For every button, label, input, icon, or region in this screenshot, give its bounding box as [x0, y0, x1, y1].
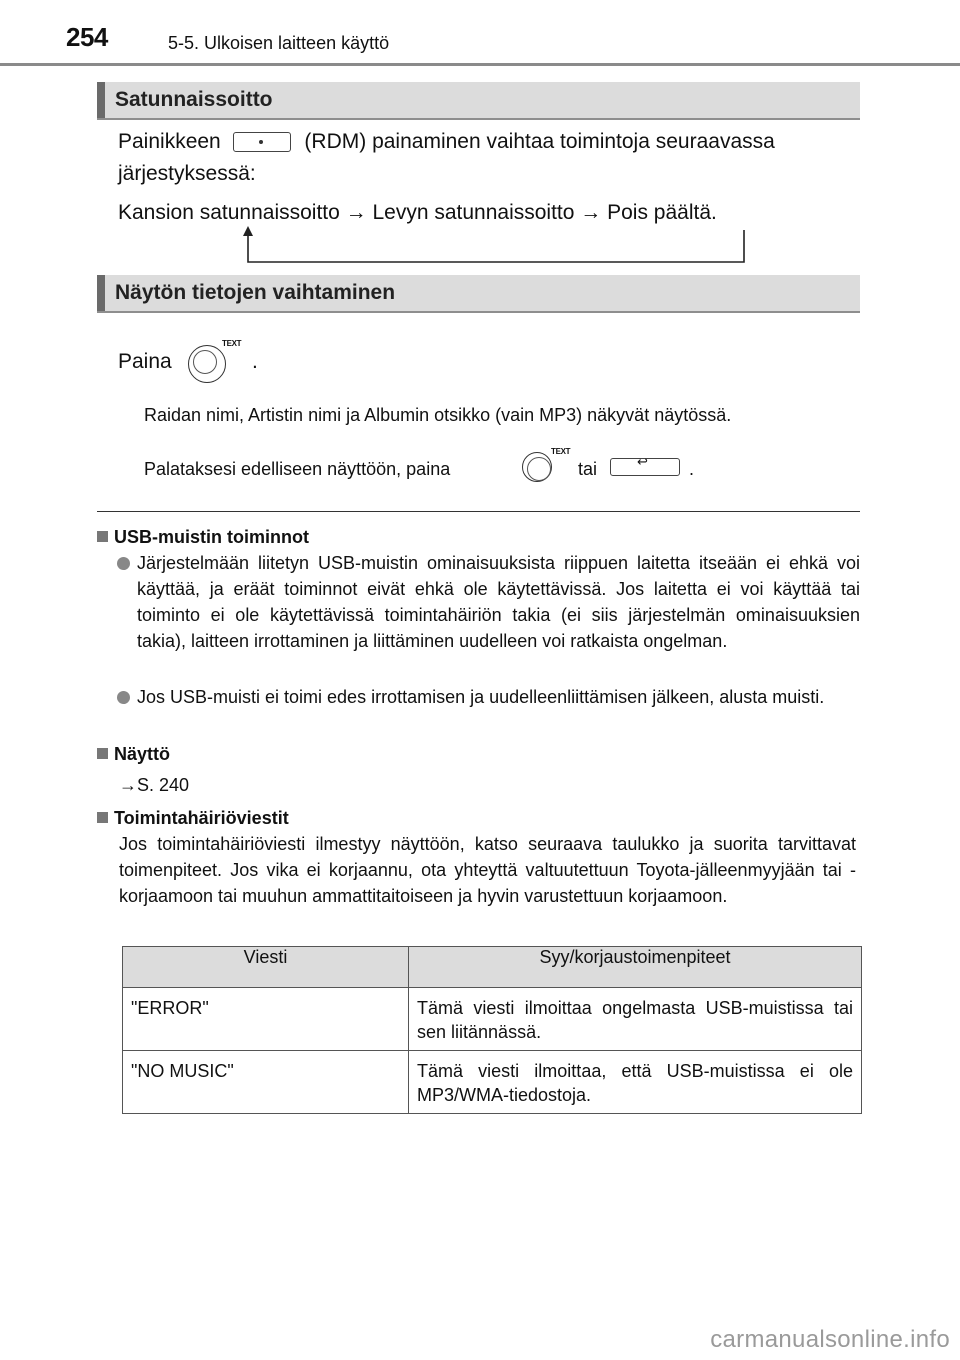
square-bullet-icon: [97, 748, 108, 759]
random-sequence: Kansion satunnaissoitto → Levyn satunnaissoitto → Pois päältä.: [118, 201, 717, 224]
page-number: 254: [66, 22, 108, 52]
square-bullet-icon: [97, 812, 108, 823]
table-header-row: [123, 947, 862, 988]
round-bullet-icon: [117, 691, 130, 704]
text-knob-icon: TEXT: [522, 450, 574, 486]
table-cell: Tämä viesti ilmoittaa ongelmasta USB-muistissa tai sen liitännässä.: [409, 988, 862, 1051]
table-header-cell: Syy/korjaustoimenpiteet: [409, 947, 862, 988]
section-display-change: [97, 275, 860, 313]
usb-bullet-1: Järjestelmään liitetyn USB-muistin ominaisuuksista riippuen laitetta itseään ei ehkä voi käyttää, ja eräät toiminnot eivät ehkä ole käytettävissä. Jos laitetta ei voi käyttää tai toiminto ei ole käytettävissä toimintahäiriön takia (ei siis järjestelmän ominaisuuksien takia), laitteen irrottaminen ja liittäminen uudelleen voi ratkaista ongelman.: [137, 553, 860, 651]
square-bullet-icon: [97, 531, 108, 542]
rdm-button-icon: [233, 132, 291, 152]
usb-heading: USB-muistin toiminnot: [97, 524, 309, 550]
errors-text: Jos toimintahäiriöviesti ilmestyy näyttöön, katso seuraava taulukko ja suorita tarvittavat toimenpiteet. Jos vika ei korjaannu, ota yhteyttä valtuutettuun Toyota-jälleenmyyjään tai -korjaamoon tai muuhun ammattitaitoiseen ja hyvin varustettuun korjaamoon.: [119, 834, 856, 906]
round-bullet-icon: [117, 557, 130, 570]
header-divider: [0, 63, 960, 66]
table-header-cell: Viesti: [123, 947, 409, 988]
section-marker: [97, 82, 105, 118]
section-title: Näytön tietojen vaihtaminen: [115, 281, 396, 304]
section-title: Satunnaissoitto: [115, 88, 273, 111]
back-button-icon: ↩: [610, 458, 680, 476]
section-marker: [97, 275, 105, 311]
table-cell: "NO MUSIC": [123, 1051, 409, 1114]
table-row: [123, 988, 862, 1051]
cycle-return-arrow: [230, 224, 760, 270]
press-instruction: Paina: [118, 350, 172, 373]
table-row: [123, 1051, 862, 1114]
random-instruction-cont: järjestyksessä:: [118, 162, 256, 185]
chapter-title: 5-5. Ulkoisen laitteen käyttö: [168, 33, 390, 53]
section-divider: [97, 511, 860, 512]
errors-heading: Toimintahäiriöviestit: [97, 805, 289, 831]
section-random-play: [97, 82, 860, 120]
random-instruction: Painikkeen (RDM) painaminen vaihtaa toimintoja seuraavassa: [118, 130, 775, 153]
text-knob-icon: TEXT: [188, 341, 248, 383]
error-message-table: [122, 946, 862, 1114]
watermark: carmanualsonline.info: [710, 1326, 950, 1353]
display-note-1: Raidan nimi, Artistin nimi ja Albumin otsikko (vain MP3) näkyvät näytössä.: [144, 405, 732, 425]
table-cell: Tämä viesti ilmoittaa, että USB-muistissa ei ole MP3/WMA-tiedostoja.: [409, 1051, 862, 1114]
display-page-ref: →S. 240: [119, 775, 190, 795]
usb-bullet-2: Jos USB-muisti ei toimi edes irrottamisen ja uudelleenliittämisen jälkeen, alusta muisti.: [137, 687, 825, 707]
display-heading: Näyttö: [97, 741, 170, 767]
display-note-2: Palataksesi edelliseen näyttöön, paina: [144, 459, 451, 479]
table-cell: "ERROR": [123, 988, 409, 1051]
